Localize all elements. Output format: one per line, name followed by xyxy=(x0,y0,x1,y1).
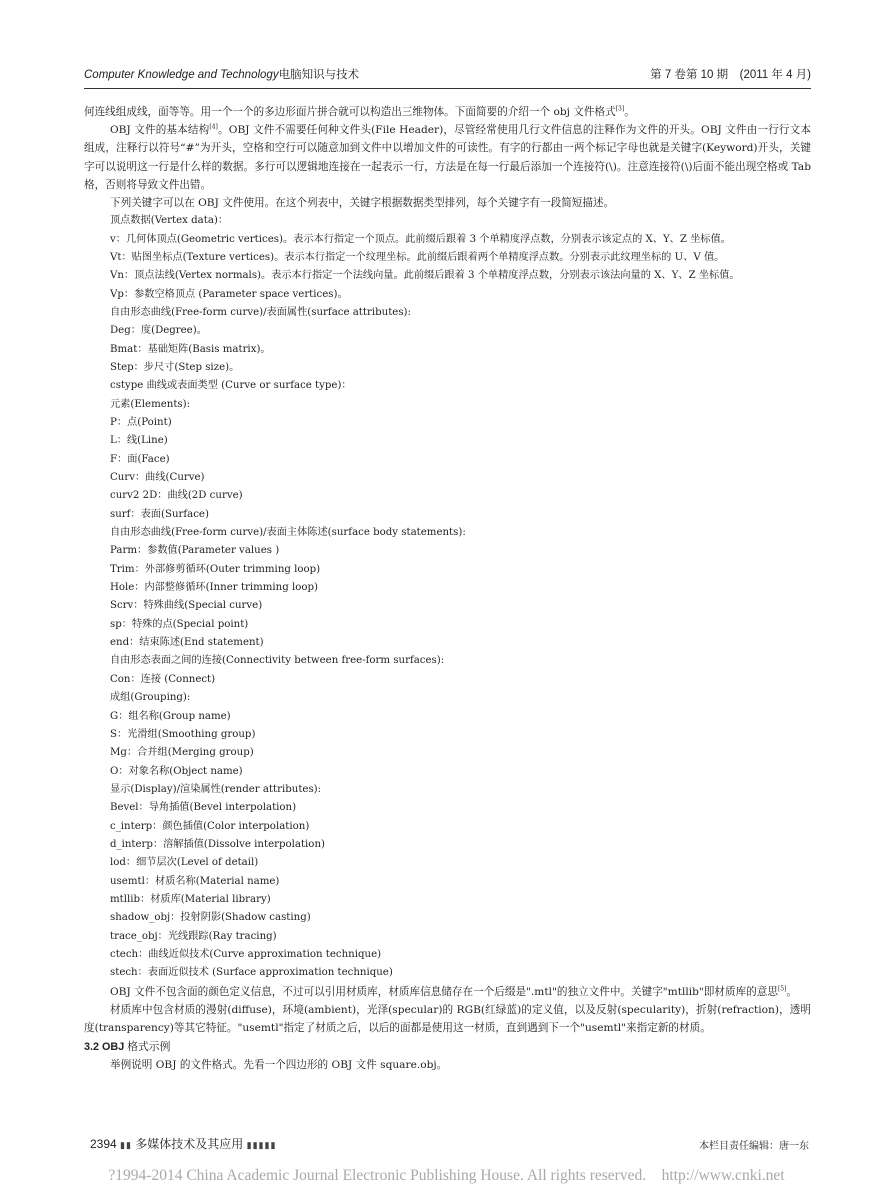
column-name: 多媒体技术及其应用 xyxy=(135,1137,244,1151)
keyword-line: Vp：参数空格顶点 (Parameter space vertices)。 xyxy=(110,288,348,300)
keyword-line: curv2 2D：曲线(2D curve) xyxy=(110,490,243,502)
citation-ref: [5] xyxy=(777,985,787,993)
keyword-line: Mg：合并组(Merging group) xyxy=(110,747,254,759)
copyright-watermark: ?1994-2014 China Academic Journal Electronic Publishing House. All rights reserved. http://www.cnki.net xyxy=(108,1167,785,1184)
keyword-line: shadow_obj：投射阴影(Shadow casting) xyxy=(110,912,311,924)
keyword-line: Vt：贴图坐标点(Texture vertices)。表示本行指定一个纹理坐标。此前缀后跟着两个单精度浮点数。分别表示此纹理坐标的 U、V 值。 xyxy=(110,251,725,263)
keyword-list xyxy=(84,212,811,982)
page-footer-left xyxy=(90,1135,276,1152)
keyword-line: lod：细节层次(Level of detail) xyxy=(110,857,259,869)
running-header xyxy=(84,66,811,82)
keyword-line: Scrv：特殊曲线(Special curve) xyxy=(110,600,263,612)
section-heading xyxy=(84,1038,811,1056)
paragraph-material-library: 材质库中包含材质的漫射(diffuse)，环境(ambient)，光泽(specular)的 RGB(红绿蓝)的定义值，以及反射(specularity)，折射(refraction)，透明度(transparency)等其它特征。"usemtl"指定了材质之后，以后的面都是使用这一材质，直到遇到下一个"usemtl"来指定新的材质。 xyxy=(84,1003,811,1035)
keyword-line: d_interp：溶解插值(Dissolve interpolation) xyxy=(110,838,325,850)
keyword-line: ctech：曲线近似技术(Curve approximation technique) xyxy=(110,948,382,960)
keyword-line: 元素(Elements): xyxy=(110,398,191,410)
keyword-line: sp：特殊的点(Special point) xyxy=(110,618,249,630)
keyword-line: Con：连接 (Connect) xyxy=(110,673,216,685)
journal-title-chinese: 电脑知识与技术 xyxy=(278,69,360,81)
page-number: 2394 xyxy=(90,1137,117,1151)
editor-credit: 本栏目责任编辑：唐一东 xyxy=(699,1141,809,1152)
section-number: 3.2 OBJ xyxy=(84,1041,125,1054)
keyword-line: mtllib：材质库(Material library) xyxy=(110,893,271,905)
keyword-line: Hole：内部整修循环(Inner trimming loop) xyxy=(110,582,319,594)
keyword-line: G：组名称(Group name) xyxy=(110,710,231,722)
issue-info: 第 7 卷第 10 期 (2011 年 4 月) xyxy=(650,69,811,81)
keyword-line: trace_obj：光线跟踪(Ray tracing) xyxy=(110,930,277,942)
keyword-line: end：结束陈述(End statement) xyxy=(110,637,264,649)
keyword-line: Bmat：基础矩阵(Basis matrix)。 xyxy=(110,343,271,355)
keyword-line: usemtl：材质名称(Material name) xyxy=(110,875,280,887)
keyword-line: L：线(Line) xyxy=(110,435,168,447)
article-body xyxy=(84,103,811,1075)
keyword-line: 显示(Display)/渲染属性(render attributes): xyxy=(110,783,322,795)
paragraph-example-intro: 举例说明 OBJ 的文件格式。先看一个四边形的 OBJ 文件 square.obj。 xyxy=(110,1059,448,1072)
keyword-line: Deg：度(Degree)。 xyxy=(110,325,207,337)
citation-ref: [4] xyxy=(209,123,218,131)
journal-title-english: Computer Knowledge and Technology xyxy=(84,69,279,81)
keyword-line: stech：表面近似技术 (Surface approximation technique) xyxy=(110,967,393,979)
paragraph-mtllib: OBJ 文件不包含面的颜色定义信息，不过可以引用材质库，材质库信息储存在一个后缀是".mtl"的独立文件中。关键字"mtllib"即材质库的意思[5]。 xyxy=(110,985,798,998)
section-title: 格式示例 xyxy=(124,1041,171,1054)
keyword-line: Trim：外部修剪循环(Outer trimming loop) xyxy=(110,563,321,575)
journal-title xyxy=(84,66,359,82)
keyword-line: Bevel：导角插值(Bevel interpolation) xyxy=(110,802,297,814)
keyword-line: 自由形态曲线(Free-form curve)/表面属性(surface attributes): xyxy=(110,306,411,318)
paragraph-intro-continued: 何连线组成线，面等等。用一个一个的多边形面片拼合就可以构造出三维物体。下面简要的介绍一个 obj 文件格式[3]。 xyxy=(84,105,635,118)
keyword-line: 自由形态表面之间的连接(Connectivity between free-form surfaces): xyxy=(110,655,445,667)
keyword-line: Step：步尺寸(Step size)。 xyxy=(110,361,240,373)
decorative-dots: ▮▮ xyxy=(120,1140,132,1150)
keyword-line: F：面(Face) xyxy=(110,453,170,465)
keyword-line: 成组(Grouping): xyxy=(110,692,191,704)
header-divider xyxy=(84,88,811,89)
keyword-line: cstype 曲线或表面类型 (Curve or surface type)： xyxy=(110,380,352,392)
keyword-line: surf：表面(Surface) xyxy=(110,508,209,520)
keyword-line: c_interp：颜色插值(Color interpolation) xyxy=(110,820,310,832)
keyword-line: S：光滑组(Smoothing group) xyxy=(110,728,256,740)
keyword-line: Parm：参数值(Parameter values ) xyxy=(110,545,280,557)
keyword-line: Curv：曲线(Curve) xyxy=(110,472,205,484)
decorative-dots: ▮▮▮▮▮ xyxy=(246,1140,277,1150)
keyword-line: P：点(Point) xyxy=(110,417,172,428)
keyword-line: Vn：顶点法线(Vertex normals)。表示本行指定一个法线向量。此前缀后跟着 3 个单精度浮点数，分别表示该法向量的 X、Y、Z 坐标值。 xyxy=(110,270,740,282)
keyword-line: 自由形态曲线(Free-form curve)/表面主体陈述(surface body statements): xyxy=(110,527,466,539)
paragraph-keyword-list-intro: 下列关键字可以在 OBJ 文件使用。在这个列表中，关键字根据数据类型排列，每个关键字有一段简短描述。 xyxy=(110,197,615,210)
citation-ref: [3] xyxy=(615,105,625,113)
keyword-line: v：几何体顶点(Geometric vertices)。表示本行指定一个顶点。此前缀后跟着 3 个单精度浮点数，分别表示该定点的 X、Y、Z 坐标值。 xyxy=(110,233,731,245)
keyword-line: O：对象名称(Object name) xyxy=(110,765,243,777)
paragraph-obj-structure: OBJ 文件的基本结构[4]。OBJ 文件不需要任何种文件头(File Header)，尽管经常使用几行文件信息的注释作为文件的开头。OBJ 文件由一行行文本组成，注释行以符号“#”为开头，空格和空行可以随意加到文件中以增加文件的可读性。有字的行都由一两个标记字母也就是关键字(Keyword)开头，关键字可以说明这一行是什么样的数据。多行可以逻辑地连接在一起表示一行，方法是在每一行最后添加一个连接符(\)。注意连接符(\)后面不能出现空格或 Tab 格，否则将导致文件出错。 xyxy=(84,123,811,191)
keyword-line: 顶点数据(Vertex data)： xyxy=(110,215,229,227)
